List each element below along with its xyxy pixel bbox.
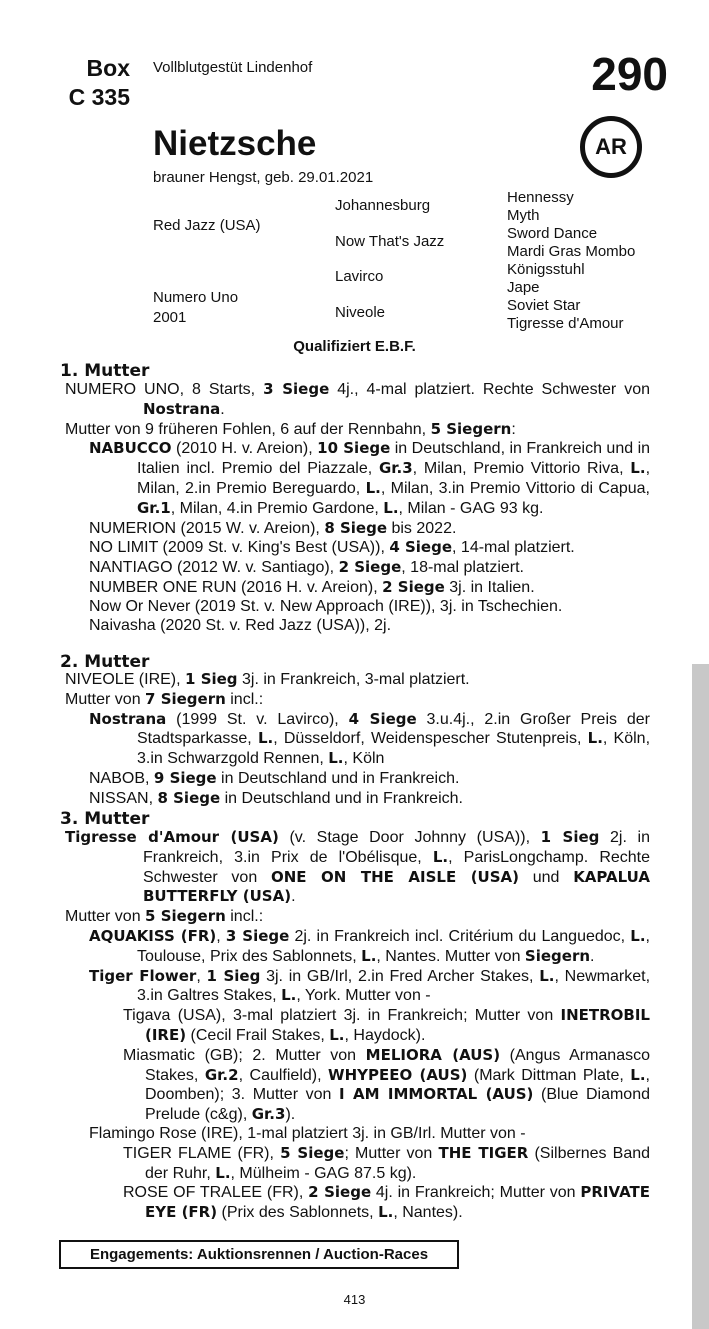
second-dam-record: NIVEOLE (IRE), 1 Sieg 3j. in Frankreich, 3-mal platziert. Mutter von 7 Siegern incl.: Nostrana (1999 St. v. Lavirco), 4 Siege 3.u.4j., 2.in Großer Preis der Stadtsparkasse, L., Düsseldorf, Weidenspescher Stutenpreis, L., Köln, 3.in Schwarzgold Rennen, L., Köln NABOB, 9 Siege in Deutschland und in Frankreich. NISSAN, 8 Siege in Deutschland und in Frankreich. <box>65 670 651 807</box>
section-heading-second-dam: 2. Mutter <box>60 652 150 672</box>
pedigree-gen3-item: Mardi Gras Mombo <box>507 243 636 260</box>
pedigree-sire-dam: Now That's Jazz <box>335 233 445 250</box>
first-dam-record: NUMERO UNO, 8 Starts, 3 Siege 4j., 4-mal platziert. Rechte Schwester von Nostrana. Mutter von 9 früheren Fohlen, 6 auf der Rennbahn, 5 Siegern: NABUCCO (2010 H. v. Areion), 10 Siege in Deutschland, in Frankreich und in Italien incl. Premio del Piazzale, Gr.3, Milan, Premio Vittorio Riva, L., Milan, 2.in Premio Bereguardo, L., Milan, 3.in Premio Vittorio di Capua, Gr.1, Milan, 4.in Premio Gardone, L., Milan - GAG 93 kg. NUMERION (2015 W. v. Areion), 8 Siege bis 2022. NO LIMIT (2009 St. v. King's Best (USA)), 4 Siege, 14-mal platziert. NANTIAGO (2012 W. v. Santiago), 2 Siege, 18-mal platziert. NUMBER ONE RUN (2016 H. v. Areion), 2 Siege 3j. in Italien. Now Or Never (2019 St. v. New Approach (IRE)), 3j. in Tschechien. Naivasha (2020 St. v. Red Jazz (USA)), 2j. <box>65 380 651 634</box>
box-code: C 335 <box>68 84 130 110</box>
lot-number: 290 <box>591 48 668 100</box>
pedigree-gen3-item: Sword Dance <box>507 225 598 242</box>
third-dam-record: Tigresse d'Amour (USA) (v. Stage Door Johnny (USA)), 1 Sieg 2j. in Frankreich, 3.in Prix de l'Obélisque, L., ParisLongchamp. Rechte Schwester von ONE ON THE AISLE (USA) und KAPALUA BUTTERFLY (USA). Mutter von 5 Siegern incl.: AQUAKISS (FR), 3 Siege 2j. in Frankreich incl. Critérium du Languedoc, L., Toulouse, Prix des Sablonnets, L., Nantes. Mutter von Siegern. Tiger Flower, 1 Sieg 3j. in GB/Irl, 2.in Fred Archer Stakes, L., Newmarket, 3.in Galtres Stakes, L., York. Mutter von - Tigava (USA), 3-mal platziert 3j. in Frankreich; Mutter von INETROBIL (IRE) (Cecil Frail Stakes, L., Haydock). Miasmatic (GB); 2. Mutter von MELIORA (AUS) (Angus Armanasco Stakes, Gr.2, Caulfield), WHYPEEO (AUS) (Mark Dittman Plate, L., Doomben); 3. Mutter von I AM IMMORTAL (AUS) (Blue Diamond Prelude (c&g), Gr.3). Flamingo Rose (IRE), 1-mal platziert 3j. in GB/Irl. Mutter von - TIGER FLAME (FR), 5 Siege; Mutter von THE TIGER (Silbernes Band der Ruhr, L., Mülheim - GAG 87.5 kg). ROSE OF TRALEE (FR), 2 Siege 4j. in Frankreich; Mutter von PRIVATE EYE (FR) (Prix des Sablonnets, L., Nantes). <box>65 828 651 1222</box>
pedigree-sire: Red Jazz (USA) <box>153 217 261 234</box>
qualification: Qualifiziert E.B.F. <box>293 338 416 355</box>
box-label: Box <box>86 55 130 81</box>
stud-name: Vollblutgestüt Lindenhof <box>153 59 313 76</box>
pedigree-dam-dam: Niveole <box>335 304 386 321</box>
scrollbar[interactable] <box>692 664 709 1329</box>
pedigree-gen3-item: Myth <box>507 207 540 224</box>
pedigree-gen3-item: Königsstuhl <box>507 261 585 278</box>
pedigree-dam: Numero Uno <box>153 289 239 306</box>
pedigree-gen3-item: Soviet Star <box>507 297 581 314</box>
pedigree-sire-sire: Johannesburg <box>335 197 431 214</box>
engagements-box: Engagements: Auktionsrennen / Auction-Races <box>59 1240 459 1269</box>
pedigree-dam-year: 2001 <box>153 309 187 326</box>
section-heading-first-dam: 1. Mutter <box>60 361 150 381</box>
pedigree-gen3-item: Hennessy <box>507 189 574 206</box>
box-number <box>60 54 130 112</box>
pedigree-gen3-item: Tigresse d'Amour <box>507 315 624 332</box>
horse-name: Nietzsche <box>153 124 317 163</box>
page-number: 413 <box>343 1292 366 1307</box>
pedigree-gen3 <box>507 189 635 333</box>
ar-badge: AR <box>580 116 642 178</box>
pedigree-gen3-item: Jape <box>507 279 540 296</box>
section-heading-third-dam: 3. Mutter <box>60 809 150 829</box>
horse-description: brauner Hengst, geb. 29.01.2021 <box>153 169 374 186</box>
pedigree-dam-sire: Lavirco <box>335 268 384 285</box>
